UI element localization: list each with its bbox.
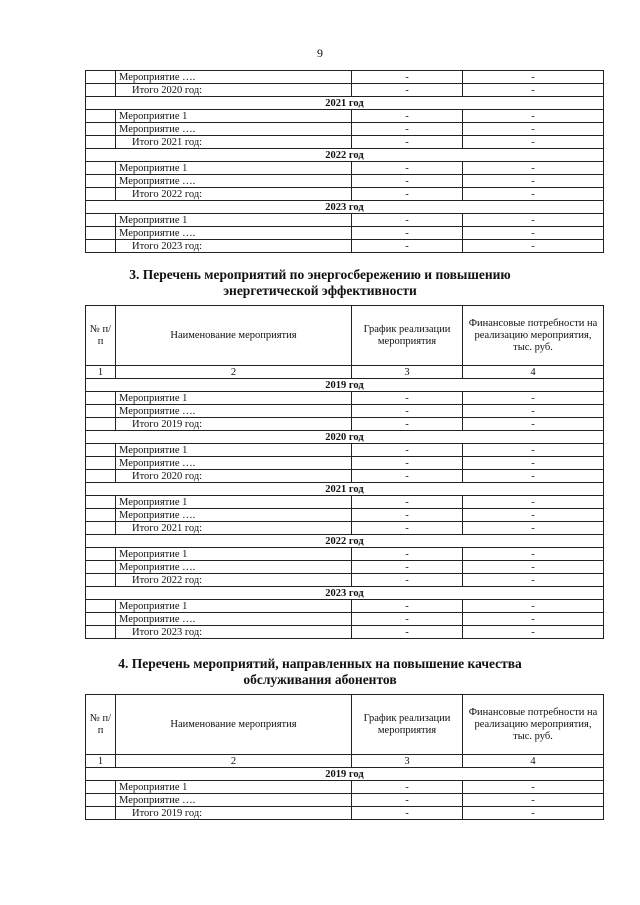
event-name: Итого 2021 год: [116, 136, 352, 149]
finance-cell: - [463, 807, 604, 820]
finance-cell: - [463, 444, 604, 457]
finance-cell: - [463, 136, 604, 149]
finance-cell: - [463, 405, 604, 418]
num-cell [86, 110, 116, 123]
year-label: 2023 год [86, 201, 604, 214]
num-cell [86, 600, 116, 613]
schedule-cell: - [352, 392, 463, 405]
event-name: Итого 2023 год: [116, 240, 352, 253]
header-schedule: График реализации мероприятия [352, 306, 463, 366]
col-number: 2 [116, 755, 352, 768]
schedule-cell: - [352, 457, 463, 470]
year-label: 2019 год [86, 768, 604, 781]
finance-cell: - [463, 188, 604, 201]
energy-saving-events-table [85, 305, 604, 639]
table-row [86, 110, 604, 123]
total-row [86, 807, 604, 820]
num-cell [86, 522, 116, 535]
table-row [86, 405, 604, 418]
event-name: Мероприятие 1 [116, 392, 352, 405]
header-finance: Финансовые потребности на реализацию мероприятия, тыс. руб. [463, 306, 604, 366]
table-row [86, 123, 604, 136]
schedule-cell: - [352, 84, 463, 97]
schedule-cell: - [352, 781, 463, 794]
event-name: Мероприятие 1 [116, 110, 352, 123]
schedule-cell: - [352, 405, 463, 418]
num-cell [86, 240, 116, 253]
year-label: 2020 год [86, 431, 604, 444]
num-cell [86, 444, 116, 457]
year-row [86, 149, 604, 162]
num-cell [86, 548, 116, 561]
finance-cell: - [463, 509, 604, 522]
num-cell [86, 794, 116, 807]
schedule-cell: - [352, 509, 463, 522]
table-row [86, 509, 604, 522]
col-number: 4 [463, 366, 604, 379]
finance-cell: - [463, 162, 604, 175]
table-row [86, 457, 604, 470]
schedule-cell: - [352, 418, 463, 431]
schedule-cell: - [352, 626, 463, 639]
section-4-title: 4. Перечень мероприятий, направленных на повышение качества обслуживания абонентов [118, 656, 522, 687]
schedule-cell: - [352, 496, 463, 509]
header-name: Наименование мероприятия [116, 306, 352, 366]
num-cell [86, 470, 116, 483]
num-cell [86, 457, 116, 470]
table-row [86, 600, 604, 613]
num-cell [86, 188, 116, 201]
event-name: Мероприятие 1 [116, 548, 352, 561]
col-number: 1 [86, 755, 116, 768]
schedule-cell: - [352, 613, 463, 626]
year-label: 2022 год [86, 149, 604, 162]
event-name: Мероприятие …. [116, 175, 352, 188]
finance-cell: - [463, 574, 604, 587]
header-finance: Финансовые потребности на реализацию мероприятия, тыс. руб. [463, 695, 604, 755]
year-row [86, 483, 604, 496]
page-number: 9 [317, 46, 323, 60]
event-name: Мероприятие …. [116, 71, 352, 84]
event-name: Мероприятие 1 [116, 162, 352, 175]
year-label: 2023 год [86, 587, 604, 600]
event-name: Мероприятие …. [116, 227, 352, 240]
num-cell [86, 405, 116, 418]
finance-cell: - [463, 794, 604, 807]
num-cell [86, 227, 116, 240]
schedule-cell: - [352, 110, 463, 123]
num-cell [86, 392, 116, 405]
num-cell [86, 136, 116, 149]
num-cell [86, 214, 116, 227]
table-row [86, 548, 604, 561]
schedule-cell: - [352, 175, 463, 188]
table-row [86, 162, 604, 175]
event-name: Мероприятие 1 [116, 600, 352, 613]
schedule-cell: - [352, 214, 463, 227]
schedule-cell: - [352, 123, 463, 136]
total-row [86, 626, 604, 639]
event-name: Мероприятие …. [116, 457, 352, 470]
num-cell [86, 807, 116, 820]
num-cell [86, 613, 116, 626]
total-row [86, 136, 604, 149]
table-row [86, 392, 604, 405]
event-name: Итого 2019 год: [116, 807, 352, 820]
table-row [86, 561, 604, 574]
finance-cell: - [463, 613, 604, 626]
event-name: Итого 2022 год: [116, 188, 352, 201]
year-row [86, 587, 604, 600]
schedule-cell: - [352, 600, 463, 613]
col-number: 2 [116, 366, 352, 379]
table-row [86, 175, 604, 188]
finance-cell: - [463, 240, 604, 253]
finance-cell: - [463, 496, 604, 509]
event-name: Итого 2021 год: [116, 522, 352, 535]
total-row [86, 522, 604, 535]
service-quality-events-table [85, 694, 604, 820]
table-row [86, 227, 604, 240]
table-row [86, 214, 604, 227]
num-cell [86, 84, 116, 97]
table-row [86, 71, 604, 84]
finance-cell: - [463, 781, 604, 794]
event-name: Итого 2022 год: [116, 574, 352, 587]
num-cell [86, 509, 116, 522]
event-name: Итого 2023 год: [116, 626, 352, 639]
total-row [86, 188, 604, 201]
table-row [86, 496, 604, 509]
table-row [86, 444, 604, 457]
num-cell [86, 496, 116, 509]
num-cell [86, 175, 116, 188]
event-name: Мероприятие …. [116, 613, 352, 626]
schedule-cell: - [352, 136, 463, 149]
event-name: Мероприятие …. [116, 794, 352, 807]
event-name: Мероприятие 1 [116, 496, 352, 509]
header-schedule: График реализации мероприятия [352, 695, 463, 755]
schedule-cell: - [352, 561, 463, 574]
header-num: № п/п [86, 306, 116, 366]
schedule-cell: - [352, 227, 463, 240]
header-num: № п/п [86, 695, 116, 755]
total-row [86, 574, 604, 587]
finance-cell: - [463, 71, 604, 84]
num-cell [86, 162, 116, 175]
col-number: 3 [352, 755, 463, 768]
finance-cell: - [463, 84, 604, 97]
finance-cell: - [463, 123, 604, 136]
schedule-cell: - [352, 807, 463, 820]
num-cell [86, 574, 116, 587]
schedule-cell: - [352, 574, 463, 587]
finance-cell: - [463, 561, 604, 574]
year-row [86, 201, 604, 214]
event-name: Мероприятие …. [116, 123, 352, 136]
year-row [86, 768, 604, 781]
col-number: 1 [86, 366, 116, 379]
col-number: 4 [463, 755, 604, 768]
schedule-cell: - [352, 548, 463, 561]
finance-cell: - [463, 470, 604, 483]
year-label: 2019 год [86, 379, 604, 392]
table-row [86, 613, 604, 626]
event-name: Мероприятие 1 [116, 781, 352, 794]
finance-cell: - [463, 227, 604, 240]
event-name: Итого 2020 год: [116, 84, 352, 97]
schedule-cell: - [352, 794, 463, 807]
finance-cell: - [463, 626, 604, 639]
event-name: Мероприятие 1 [116, 444, 352, 457]
schedule-cell: - [352, 470, 463, 483]
event-name: Мероприятие …. [116, 509, 352, 522]
events-table-continued [85, 70, 604, 253]
total-row [86, 84, 604, 97]
total-row [86, 240, 604, 253]
event-name: Мероприятие …. [116, 405, 352, 418]
num-cell [86, 123, 116, 136]
table-row [86, 794, 604, 807]
finance-cell: - [463, 175, 604, 188]
finance-cell: - [463, 457, 604, 470]
year-label: 2021 год [86, 483, 604, 496]
num-cell [86, 781, 116, 794]
num-cell [86, 71, 116, 84]
year-row [86, 379, 604, 392]
year-row [86, 97, 604, 110]
num-cell [86, 418, 116, 431]
finance-cell: - [463, 418, 604, 431]
finance-cell: - [463, 548, 604, 561]
year-row [86, 431, 604, 444]
event-name: Итого 2019 год: [116, 418, 352, 431]
section-3-title: 3. Перечень мероприятий по энергосбережению и повышению энергетической эффективности [129, 267, 511, 298]
header-name: Наименование мероприятия [116, 695, 352, 755]
event-name: Мероприятие …. [116, 561, 352, 574]
total-row [86, 470, 604, 483]
finance-cell: - [463, 600, 604, 613]
total-row [86, 418, 604, 431]
finance-cell: - [463, 392, 604, 405]
schedule-cell: - [352, 188, 463, 201]
schedule-cell: - [352, 71, 463, 84]
num-cell [86, 626, 116, 639]
col-number: 3 [352, 366, 463, 379]
num-cell [86, 561, 116, 574]
schedule-cell: - [352, 162, 463, 175]
finance-cell: - [463, 110, 604, 123]
year-label: 2022 год [86, 535, 604, 548]
finance-cell: - [463, 522, 604, 535]
year-label: 2021 год [86, 97, 604, 110]
schedule-cell: - [352, 240, 463, 253]
schedule-cell: - [352, 444, 463, 457]
table-row [86, 781, 604, 794]
event-name: Мероприятие 1 [116, 214, 352, 227]
event-name: Итого 2020 год: [116, 470, 352, 483]
year-row [86, 535, 604, 548]
finance-cell: - [463, 214, 604, 227]
schedule-cell: - [352, 522, 463, 535]
